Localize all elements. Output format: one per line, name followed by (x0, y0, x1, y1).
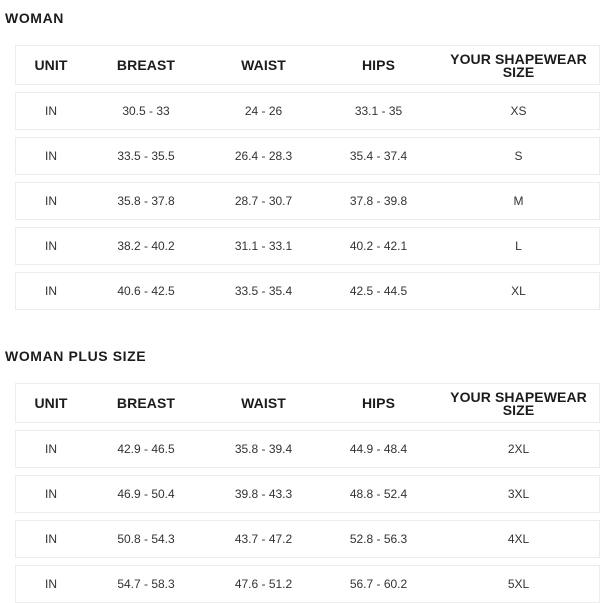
table-row (15, 137, 600, 175)
cell-hips: 48.8 - 52.4 (349, 487, 408, 501)
table-row (15, 272, 600, 310)
cell-size: S (514, 149, 523, 163)
table-header-row (15, 45, 600, 85)
table-row (15, 565, 600, 603)
cell-waist: 33.5 - 35.4 (234, 284, 293, 298)
cell-waist: 26.4 - 28.3 (234, 149, 293, 163)
cell-hips: 33.1 - 35 (354, 104, 403, 118)
cell-breast: 54.7 - 58.3 (117, 577, 175, 591)
cell-breast: 35.8 - 37.8 (117, 194, 175, 208)
cell-unit: IN (45, 284, 57, 298)
cell-breast: 50.8 - 54.3 (117, 532, 175, 546)
cell-waist: 47.6 - 51.2 (234, 577, 293, 591)
cell-unit: IN (45, 104, 57, 118)
size-table-woman (15, 45, 600, 310)
cell-hips: 42.5 - 44.5 (349, 284, 408, 298)
cell-waist: 39.8 - 43.3 (234, 487, 293, 501)
cell-waist: 24 - 26 (244, 104, 283, 118)
cell-hips: 35.4 - 37.4 (349, 149, 408, 163)
header-unit: UNIT (34, 394, 68, 411)
cell-unit: IN (45, 149, 57, 163)
cell-size: M (513, 194, 524, 208)
header-waist: WAIST (241, 56, 286, 73)
table-row (15, 92, 600, 130)
table-row (15, 227, 600, 265)
cell-breast: 42.9 - 46.5 (117, 442, 175, 456)
cell-size: 2XL (507, 442, 530, 456)
header-shapewear-size: YOUR SHAPEWEAR SIZE (450, 51, 587, 80)
header-breast: BREAST (116, 56, 176, 73)
cell-size: 5XL (507, 577, 530, 591)
cell-unit: IN (45, 532, 57, 546)
cell-hips: 56.7 - 60.2 (349, 577, 408, 591)
cell-size: XL (511, 284, 526, 298)
cell-size: 4XL (507, 532, 530, 546)
table-row (15, 182, 600, 220)
header-waist: WAIST (241, 394, 286, 411)
cell-hips: 37.8 - 39.8 (349, 194, 408, 208)
header-unit: UNIT (34, 56, 68, 73)
section-title-woman-plus-size: WOMAN PLUS SIZE (5, 348, 147, 364)
cell-unit: IN (45, 442, 57, 456)
cell-hips: 44.9 - 48.4 (349, 442, 408, 456)
cell-breast: 40.6 - 42.5 (117, 284, 175, 298)
cell-unit: IN (45, 577, 57, 591)
cell-size: 3XL (507, 487, 530, 501)
cell-unit: IN (45, 194, 57, 208)
cell-unit: IN (45, 487, 57, 501)
section-title-woman: WOMAN (5, 10, 64, 26)
header-shapewear-size: YOUR SHAPEWEAR SIZE (450, 389, 587, 418)
cell-breast: 30.5 - 33 (122, 104, 170, 118)
table-row (15, 430, 600, 468)
cell-size: L (515, 239, 522, 253)
header-breast: BREAST (116, 394, 176, 411)
header-hips: HIPS (361, 56, 396, 73)
cell-hips: 40.2 - 42.1 (349, 239, 408, 253)
cell-breast: 38.2 - 40.2 (117, 239, 175, 253)
cell-size: XS (510, 104, 527, 118)
cell-waist: 43.7 - 47.2 (234, 532, 293, 546)
cell-waist: 28.7 - 30.7 (234, 194, 293, 208)
cell-breast: 33.5 - 35.5 (117, 149, 175, 163)
table-row (15, 475, 600, 513)
table-row (15, 520, 600, 558)
table-header-row (15, 383, 600, 423)
cell-unit: IN (45, 239, 57, 253)
header-hips: HIPS (361, 394, 396, 411)
cell-hips: 52.8 - 56.3 (349, 532, 408, 546)
cell-breast: 46.9 - 50.4 (117, 487, 175, 501)
cell-waist: 35.8 - 39.4 (234, 442, 293, 456)
cell-waist: 31.1 - 33.1 (234, 239, 293, 253)
size-table-woman-plus (15, 383, 600, 603)
